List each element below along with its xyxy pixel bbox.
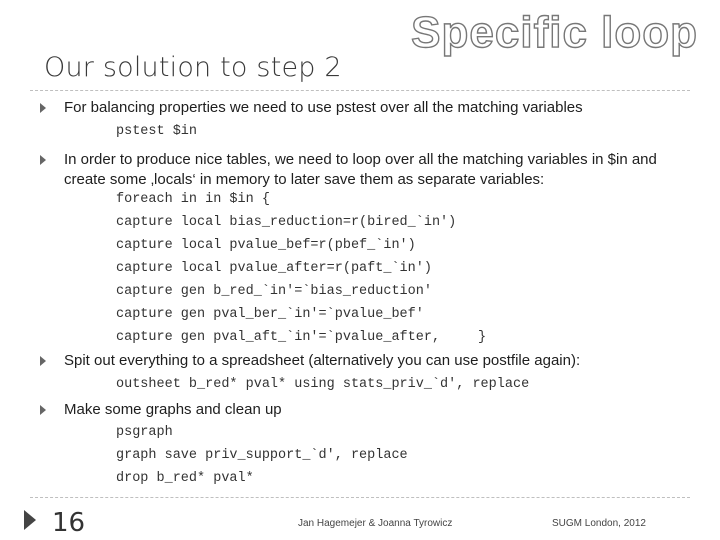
- code-line: foreach in in $in {: [116, 192, 270, 207]
- bullet-text: Spit out everything to a spreadsheet (alternatively you can use postfile again):: [64, 352, 581, 369]
- code-line: pstest $in: [116, 124, 198, 139]
- page-arrow-icon: [24, 510, 36, 530]
- code-line: drop b_red* pval*: [116, 471, 254, 486]
- bullet-arrow-icon: [40, 155, 46, 165]
- slide-title: Specific loop: [411, 8, 698, 57]
- code-line: capture gen pval_aft_`in'=`pvalue_after,: [116, 330, 441, 345]
- code-line: capture local bias_reduction=r(bired_`in'): [116, 215, 457, 230]
- code-line: capture local pvalue_after=r(paft_`in'): [116, 261, 432, 276]
- code-line: graph save priv_support_`d', replace: [116, 448, 408, 463]
- code-line: capture local pvalue_bef=r(pbef_`in'): [116, 238, 416, 253]
- footer-event: SUGM London, 2012: [552, 518, 646, 529]
- bullet-arrow-icon: [40, 405, 46, 415]
- bullet-text: Make some graphs and clean up: [64, 401, 282, 418]
- page-number: 16: [52, 508, 86, 538]
- slide-subtitle: Our solution to step 2: [44, 52, 342, 83]
- code-line: capture gen pval_ber_`in'=`pvalue_bef': [116, 307, 424, 322]
- closing-brace: }: [478, 330, 487, 345]
- footer-divider: [30, 497, 690, 498]
- bullet-text: In order to produce nice tables, we need to loop over all the matching variables in $in and create some ‚locals‘ in memory to later save them as separate variables:: [64, 151, 657, 188]
- footer-authors: Jan Hagemejer & Joanna Tyrowicz: [298, 518, 453, 529]
- code-line: outsheet b_red* pval* using stats_priv_`d', replace: [116, 377, 530, 392]
- code-line: psgraph: [116, 425, 173, 440]
- bullet-arrow-icon: [40, 103, 46, 113]
- header-divider: [30, 90, 690, 91]
- code-line: capture gen b_red_`in'=`bias_reduction': [116, 284, 432, 299]
- bullet-arrow-icon: [40, 356, 46, 366]
- bullet-text: For balancing properties we need to use pstest over all the matching variables: [64, 99, 583, 116]
